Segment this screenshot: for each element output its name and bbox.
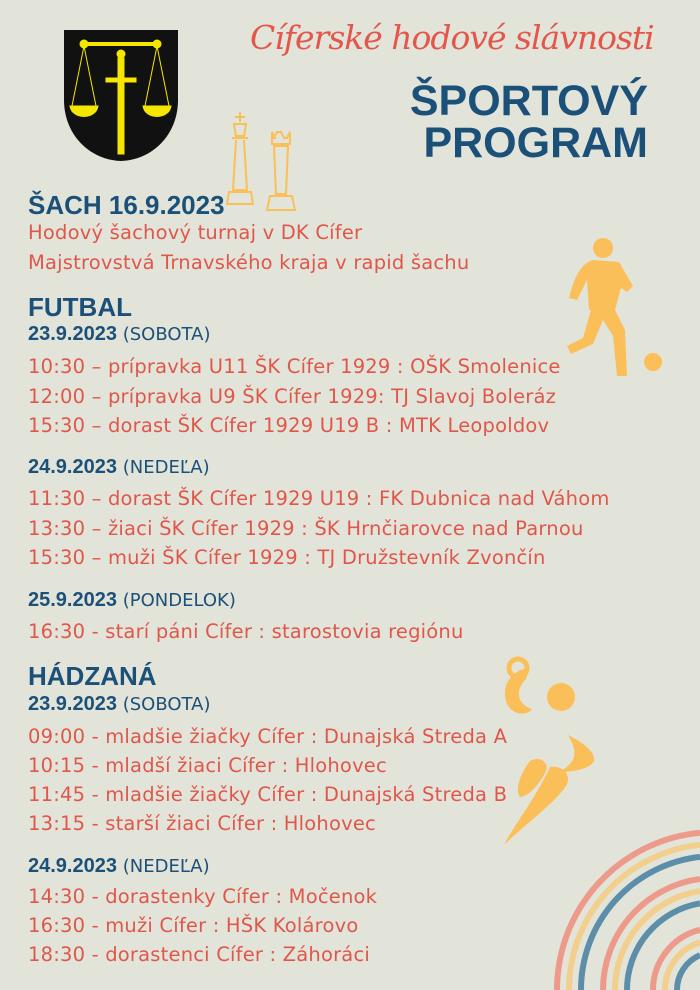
match-item: 10:30 – prípravka U11 ŠK Cífer 1929 : OŠK Smolenice (28, 355, 561, 378)
chess-item: Hodový šachový turnaj v DK Cífer (28, 221, 363, 244)
hadzana-date (28, 692, 210, 717)
match-item: 14:30 - dorastenky Cífer : Močenok (28, 885, 378, 908)
match-item: 11:45 - mladšie žiačky Cífer : Dunajská Streda B (28, 783, 508, 806)
handball-player-icon (470, 655, 600, 845)
coat-of-arms-logo (64, 30, 178, 162)
match-item: 13:30 – žiaci ŠK Cífer 1929 : ŠK Hrnčiarovce nad Parnou (28, 517, 584, 540)
match-item: 12:00 – prípravka U9 ŠK Cífer 1929: TJ Slavoj Boleráz (28, 385, 557, 408)
chess-item: Majstrovstvá Trnavského kraja v rapid šachu (28, 251, 470, 274)
page-title-line1: ŠPORTOVÝ (409, 77, 648, 125)
chess-pieces-icon (220, 110, 305, 214)
futbal-date (28, 455, 210, 480)
match-item: 13:15 - starší žiaci Cífer : Hlohovec (28, 812, 376, 835)
match-item: 16:30 - muži Cífer : HŠK Kolárovo (28, 914, 359, 937)
day-text: (NEDEĽA) (122, 457, 210, 478)
decorative-arcs (540, 820, 700, 990)
date-text: 25.9.2023 (28, 589, 117, 611)
day-text: (PONDELOK) (122, 590, 236, 611)
futbal-date (28, 588, 236, 613)
day-text: (NEDEĽA) (122, 856, 210, 877)
date-text: 24.9.2023 (28, 855, 117, 877)
hadzana-date (28, 854, 210, 879)
day-text: (SOBOTA) (122, 324, 211, 345)
page-title-line2: PROGRAM (423, 119, 648, 167)
day-text: (SOBOTA) (122, 694, 211, 715)
football-player-icon (565, 238, 670, 380)
futbal-date (28, 322, 210, 347)
match-item: 15:30 – muži ŠK Cífer 1929 : TJ Družstevník Zvončín (28, 546, 546, 569)
festival-title: Cíferské hodové slávnosti (250, 18, 654, 57)
futbal-heading: FUTBAL (28, 292, 132, 322)
match-item: 15:30 – dorast ŠK Cífer 1929 U19 B : MTK Leopoldov (28, 414, 550, 437)
match-item: 09:00 - mladšie žiačky Cífer : Dunajská Streda A (28, 725, 508, 748)
match-item: 18:30 - dorastenci Cífer : Záhoráci (28, 943, 370, 966)
date-text: 24.9.2023 (28, 456, 117, 478)
match-item: 11:30 – dorast ŠK Cífer 1929 U19 : FK Dubnica nad Váhom (28, 487, 610, 510)
date-text: 23.9.2023 (28, 323, 117, 345)
match-item: 16:30 - starí páni Cífer : starostovia regiónu (28, 620, 464, 643)
chess-heading: ŠACH 16.9.2023 (28, 190, 225, 220)
match-item: 10:15 - mladší žiaci Cífer : Hlohovec (28, 754, 387, 777)
date-text: 23.9.2023 (28, 693, 117, 715)
hadzana-heading: HÁDZANÁ (28, 661, 157, 691)
